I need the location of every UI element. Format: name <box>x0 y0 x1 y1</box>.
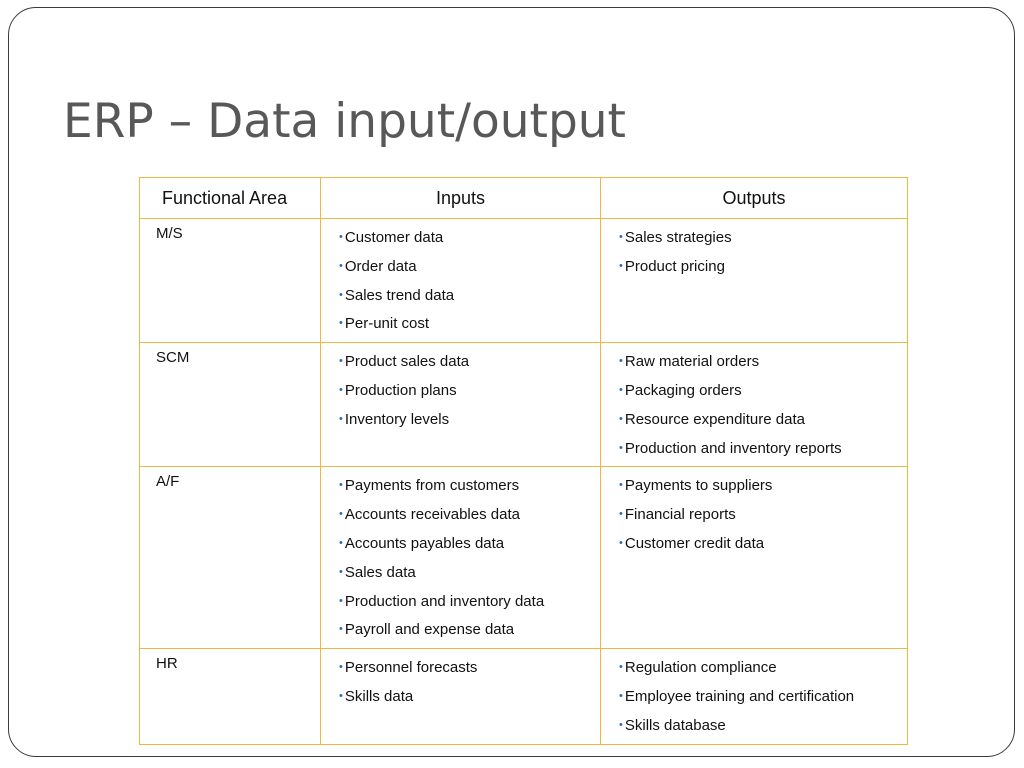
list-item: • Payments to suppliers <box>619 477 773 495</box>
outputs-list <box>619 471 907 557</box>
bullet-icon: • <box>339 661 343 674</box>
bullet-icon: • <box>339 594 343 607</box>
bullet-icon: • <box>339 288 343 301</box>
bullet-icon: • <box>339 412 343 425</box>
area-cell: M/S <box>140 219 321 343</box>
bullet-icon: • <box>339 383 343 396</box>
bullet-icon: • <box>339 536 343 549</box>
bullet-icon: • <box>339 259 343 272</box>
list-item: • Production and inventory data <box>339 592 545 610</box>
bullet-icon: • <box>339 355 343 368</box>
bullet-icon: • <box>619 383 623 396</box>
list-item: • Product pricing <box>619 257 725 275</box>
bullet-icon: • <box>619 259 623 272</box>
inputs-list <box>339 471 600 644</box>
bullet-icon: • <box>619 536 623 549</box>
bullet-icon: • <box>339 623 343 636</box>
slide-frame <box>8 7 1015 757</box>
header-functional-area: Functional Area <box>140 178 321 219</box>
bullet-icon: • <box>339 317 343 330</box>
list-item: • Accounts receivables data <box>339 506 520 524</box>
list-item: • Payments from customers <box>339 477 520 495</box>
bullet-icon: • <box>339 479 343 492</box>
outputs-cell <box>601 467 908 649</box>
bullet-icon: • <box>619 231 623 243</box>
inputs-cell <box>321 467 601 649</box>
bullet-icon: • <box>619 479 623 492</box>
bullet-icon: • <box>619 689 623 702</box>
outputs-cell <box>601 219 908 343</box>
outputs-list <box>619 223 907 281</box>
list-item: • Sales data <box>339 563 416 581</box>
bullet-icon: • <box>619 355 623 368</box>
list-item: • Order data <box>339 257 417 275</box>
slide-title: ERP – Data input/output <box>63 94 626 149</box>
bullet-icon: • <box>619 718 623 731</box>
list-item: • Skills data <box>339 687 414 705</box>
area-cell: HR <box>140 649 321 744</box>
bullet-icon: • <box>339 508 343 521</box>
list-item: • Resource expenditure data <box>619 410 805 428</box>
bullet-icon: • <box>619 412 623 425</box>
table-row-ms <box>140 219 908 343</box>
list-item: • Payroll and expense data <box>339 621 515 639</box>
list-item: • Customer credit data <box>619 534 765 552</box>
table-row-scm <box>140 343 908 467</box>
inputs-cell <box>321 343 601 467</box>
list-item: • Customer data <box>339 229 444 246</box>
bullet-icon: • <box>339 231 343 243</box>
bullet-icon: • <box>619 661 623 674</box>
bullet-icon: • <box>619 441 623 454</box>
inputs-list <box>339 223 600 338</box>
bullet-icon: • <box>339 689 343 702</box>
outputs-list <box>619 653 907 739</box>
list-item: • Raw material orders <box>619 353 760 371</box>
table-row-af <box>140 467 908 649</box>
list-item: • Per-unit cost <box>339 315 430 333</box>
list-item: • Accounts payables data <box>339 534 505 552</box>
bullet-icon: • <box>619 508 623 521</box>
outputs-cell <box>601 343 908 467</box>
list-item: • Financial reports <box>619 506 736 524</box>
inputs-list <box>339 653 600 711</box>
outputs-list <box>619 347 907 462</box>
inputs-list <box>339 347 600 433</box>
header-outputs: Outputs <box>601 178 908 219</box>
header-inputs: Inputs <box>321 178 601 219</box>
table-header-row <box>140 178 908 219</box>
list-item: • Production and inventory reports <box>619 439 842 457</box>
table-row-hr <box>140 649 908 744</box>
inputs-cell <box>321 649 601 744</box>
list-item: • Inventory levels <box>339 410 450 428</box>
list-item: • Packaging orders <box>619 381 742 399</box>
list-item: • Regulation compliance <box>619 659 777 677</box>
list-item: • Sales strategies <box>619 229 732 246</box>
erp-data-table <box>139 177 908 745</box>
list-item: • Product sales data <box>339 353 470 371</box>
inputs-cell <box>321 219 601 343</box>
outputs-cell <box>601 649 908 744</box>
area-cell: SCM <box>140 343 321 467</box>
list-item: • Personnel forecasts <box>339 659 478 677</box>
list-item: • Employee training and certification <box>619 687 855 705</box>
list-item: • Production plans <box>339 381 457 399</box>
area-cell: A/F <box>140 467 321 649</box>
list-item: • Skills database <box>619 716 726 734</box>
list-item: • Sales trend data <box>339 286 455 304</box>
bullet-icon: • <box>339 565 343 578</box>
